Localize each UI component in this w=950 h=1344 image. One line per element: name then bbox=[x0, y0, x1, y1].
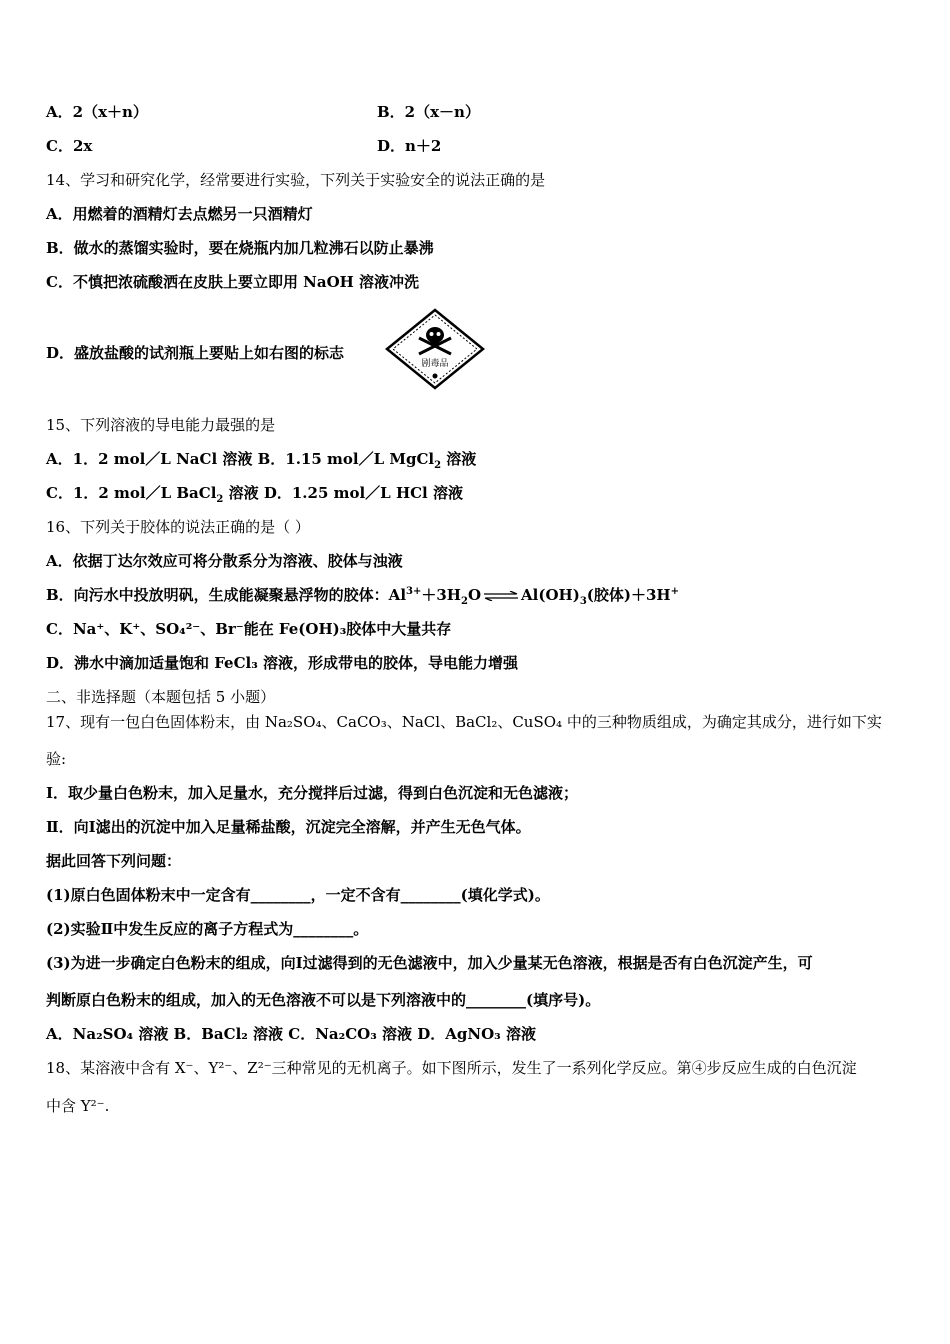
section-heading: 二、非选择题（本题包括 5 小题） bbox=[46, 688, 276, 706]
toxic-hazard-sign-icon bbox=[383, 308, 487, 390]
q15-options-ab: A．1．2 mol／L NaCl 溶液 B．1.15 mol／L MgCl$_2$ 溶液 bbox=[46, 450, 477, 471]
q14-stem: 14、学习和研究化学，经常要进行实验，下列关于实验安全的说法正确的是 bbox=[46, 171, 546, 189]
q13-option-b: B．2（x－n） bbox=[377, 103, 480, 121]
q16-option-a: A．依据丁达尔效应可将分散系分为溶液、胶体与浊液 bbox=[46, 552, 403, 570]
q17-part-2: (2)实验Ⅱ中发生反应的离子方程式为________。 bbox=[46, 920, 369, 938]
q16-option-d: D．沸水中滴加适量饱和 FeCl₃ 溶液，形成带电的胶体，导电能力增强 bbox=[46, 654, 519, 672]
q14-option-b: B．做水的蒸馏实验时，要在烧瓶内加几粒沸石以防止暴沸 bbox=[46, 239, 434, 257]
q14-option-c: C．不慎把浓硫酸洒在皮肤上要立即用 NaOH 溶液冲洗 bbox=[46, 273, 420, 291]
q16-option-c: C．Na⁺、K⁺、SO₄²⁻、Br⁻能在 Fe(OH)₃胶体中大量共存 bbox=[46, 620, 452, 638]
q17-part-1: (1)原白色固体粉末中一定含有________，一定不含有________(填化学式)。 bbox=[46, 886, 550, 904]
q16-stem: 16、下列关于胶体的说法正确的是（ ） bbox=[46, 518, 310, 536]
q17-step-2: Ⅱ．向Ⅰ滤出的沉淀中加入足量稀盐酸，沉淀完全溶解，并产生无色气体。 bbox=[46, 818, 531, 836]
q15-stem: 15、下列溶液的导电能力最强的是 bbox=[46, 416, 276, 434]
q13-option-d: D．n＋2 bbox=[377, 137, 442, 155]
q18-stem-line1: 18、某溶液中含有 X⁻、Y²⁻、Z²⁻三种常见的无机离子。如下图所示，发生了一系列化学反应。第④步反应生成的白色沉淀 bbox=[46, 1059, 857, 1077]
q14-option-a: A．用燃着的酒精灯去点燃另一只酒精灯 bbox=[46, 205, 313, 223]
q14-option-d: D．盛放盐酸的试剂瓶上要贴上如右图的标志 bbox=[46, 344, 345, 362]
q13-option-c: C．2x bbox=[46, 137, 93, 155]
q17-stem-line2: 验: bbox=[46, 750, 67, 768]
q16-option-b: B．向污水中投放明矾，生成能凝聚悬浮物的胶体：$Al^{3+}+3H_2O$ $Al(OH)_3$(胶体)＋3H+ bbox=[46, 586, 679, 607]
q17-step-1: Ⅰ．取少量白色粉末，加入足量水，充分搅拌后过滤，得到白色沉淀和无色滤液； bbox=[46, 784, 579, 802]
q13-option-a: A．2（x＋n） bbox=[46, 103, 148, 121]
sign-label: 剧毒品 bbox=[421, 359, 449, 369]
equilibrium-arrow-icon bbox=[483, 586, 519, 606]
q17-part-3-line2: 判断原白色粉末的组成，加入的无色溶液不可以是下列溶液中的________(填序号)。 bbox=[46, 991, 601, 1009]
q15-options-cd: C．1．2 mol／L BaCl$_2$ 溶液 D．1.25 mol／L HCl 溶液 bbox=[46, 484, 463, 505]
q17-options: A．Na₂SO₄ 溶液 B．BaCl₂ 溶液 C．Na₂CO₃ 溶液 D．AgNO₃ 溶液 bbox=[46, 1025, 536, 1043]
q17-stem-line1: 17、现有一包白色固体粉末，由 Na₂SO₄、CaCO₃、NaCl、BaCl₂、CuSO₄ 中的三种物质组成，为确定其成分，进行如下实 bbox=[46, 713, 882, 731]
q17-part-3-line1: (3)为进一步确定白色粉末的组成，向Ⅰ过滤得到的无色滤液中，加入少量某无色溶液，根据是否有白色沉淀产生，可 bbox=[46, 954, 813, 972]
q17-lead: 据此回答下列问题： bbox=[46, 852, 182, 870]
q18-stem-line2: 中含 Y²⁻. bbox=[46, 1097, 110, 1115]
